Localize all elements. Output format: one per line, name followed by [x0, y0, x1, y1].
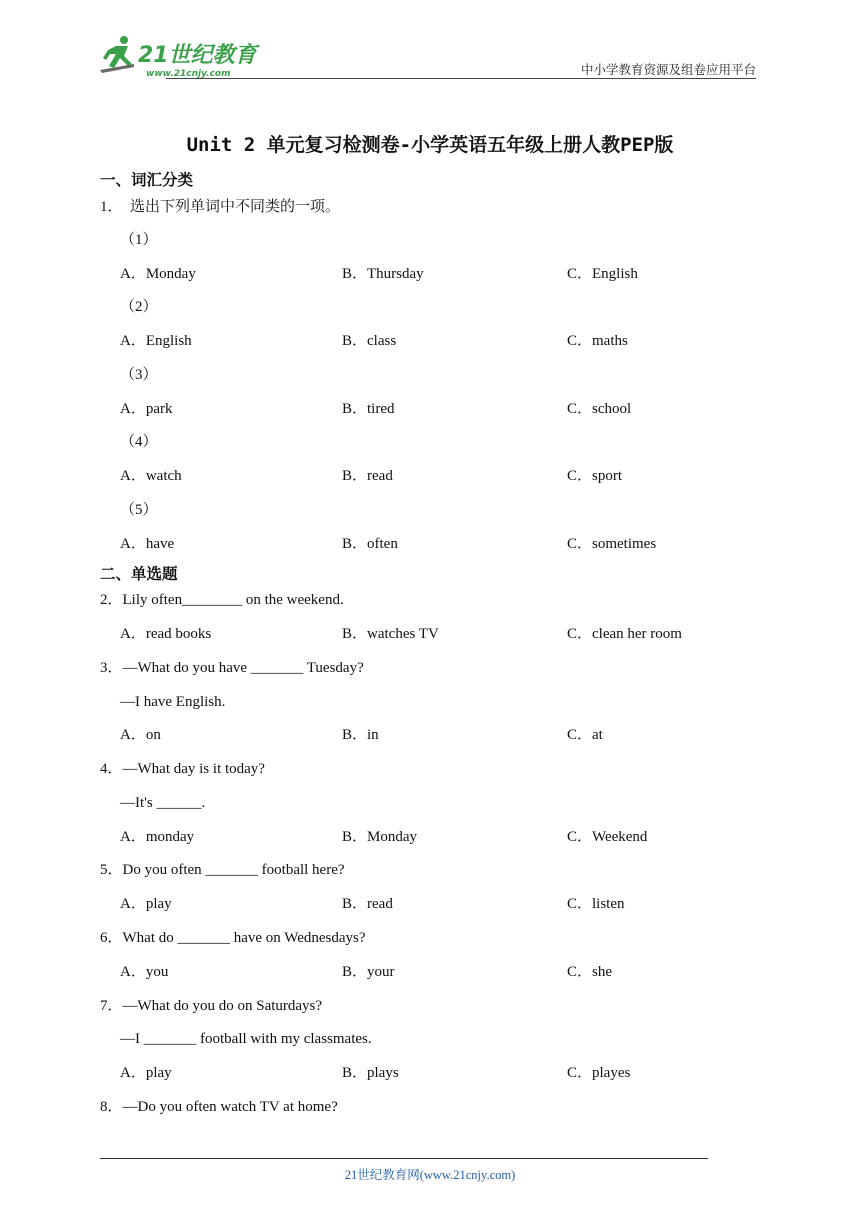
option-a: A．on	[120, 727, 161, 743]
option-b: B．watches TV	[342, 626, 439, 642]
footer-divider	[100, 1158, 708, 1159]
section-heading-vocabulary: 一、词汇分类	[100, 171, 194, 189]
sub-question-label: （5）	[120, 502, 158, 518]
option-b: B．in	[342, 727, 379, 743]
option-a: A．play	[120, 896, 172, 912]
option-a: A．park	[120, 401, 173, 417]
section-heading-single-choice: 二、单选题	[100, 565, 178, 583]
option-b: B．read	[342, 468, 393, 484]
option-c: C．school	[567, 401, 632, 417]
option-b: B．Monday	[342, 829, 418, 845]
option-c: C．maths	[567, 333, 628, 349]
footer-link[interactable]: 21世纪教育网(www.21cnjy.com)	[344, 1168, 516, 1182]
question-stem: 2．Lily often________ on the weekend.	[100, 592, 344, 608]
option-b: B．plays	[342, 1065, 399, 1081]
option-c: C．sport	[567, 468, 623, 484]
option-a: A．watch	[120, 468, 182, 484]
platform-name: 中小学教育资源及组卷应用平台	[580, 62, 756, 77]
option-a: A．have	[120, 536, 175, 552]
option-c: C．listen	[567, 896, 625, 912]
sub-question-label: （1）	[120, 232, 158, 248]
question-stem: 8．—Do you often watch TV at home?	[100, 1099, 338, 1115]
option-b: B．tired	[342, 401, 395, 417]
option-b: B．read	[342, 896, 393, 912]
option-a: A．play	[120, 1065, 172, 1081]
logo-text: 21世纪教育	[138, 43, 257, 68]
question-dialogue: —I have English.	[120, 694, 226, 710]
sub-question-label: （4）	[120, 434, 158, 450]
option-a: A．you	[120, 964, 169, 980]
option-a: A．monday	[120, 829, 195, 845]
option-b: B．your	[342, 964, 395, 980]
page-header	[90, 30, 756, 78]
option-c: C．playes	[567, 1065, 631, 1081]
question-stem: 5．Do you often _______ football here?	[100, 862, 345, 878]
question-stem: 1． 选出下列单词中不同类的一项。	[100, 199, 341, 215]
runner-icon	[100, 36, 134, 73]
header-divider	[166, 78, 756, 79]
question-dialogue: —It's ______.	[120, 795, 206, 811]
option-b: B．class	[342, 333, 397, 349]
page-title: Unit 2 单元复习检测卷-小学英语五年级上册人教PEP版	[186, 134, 674, 156]
option-c: C．sometimes	[567, 536, 657, 552]
option-c: C．Weekend	[567, 829, 648, 845]
sub-question-label: （3）	[120, 367, 158, 383]
logo	[94, 34, 264, 78]
question-dialogue: —I _______ football with my classmates.	[120, 1031, 372, 1047]
option-c: C．she	[567, 964, 613, 980]
option-c: C．at	[567, 727, 603, 743]
question-stem: 6．What do _______ have on Wednesdays?	[100, 930, 366, 946]
logo-url: www.21cnjy.com	[146, 69, 231, 78]
question-stem: 7．—What do you do on Saturdays?	[100, 998, 323, 1014]
option-c: C．clean her room	[567, 626, 682, 642]
option-b: B．Thursday	[342, 266, 424, 282]
sub-question-label: （2）	[120, 299, 158, 315]
question-stem: 3．—What do you have _______ Tuesday?	[100, 660, 364, 676]
option-a: A．read books	[120, 626, 212, 642]
option-a: A．Monday	[120, 266, 196, 282]
option-c: C．English	[567, 266, 638, 282]
question-stem: 4．—What day is it today?	[100, 761, 265, 777]
option-b: B．often	[342, 536, 398, 552]
option-a: A．English	[120, 333, 192, 349]
